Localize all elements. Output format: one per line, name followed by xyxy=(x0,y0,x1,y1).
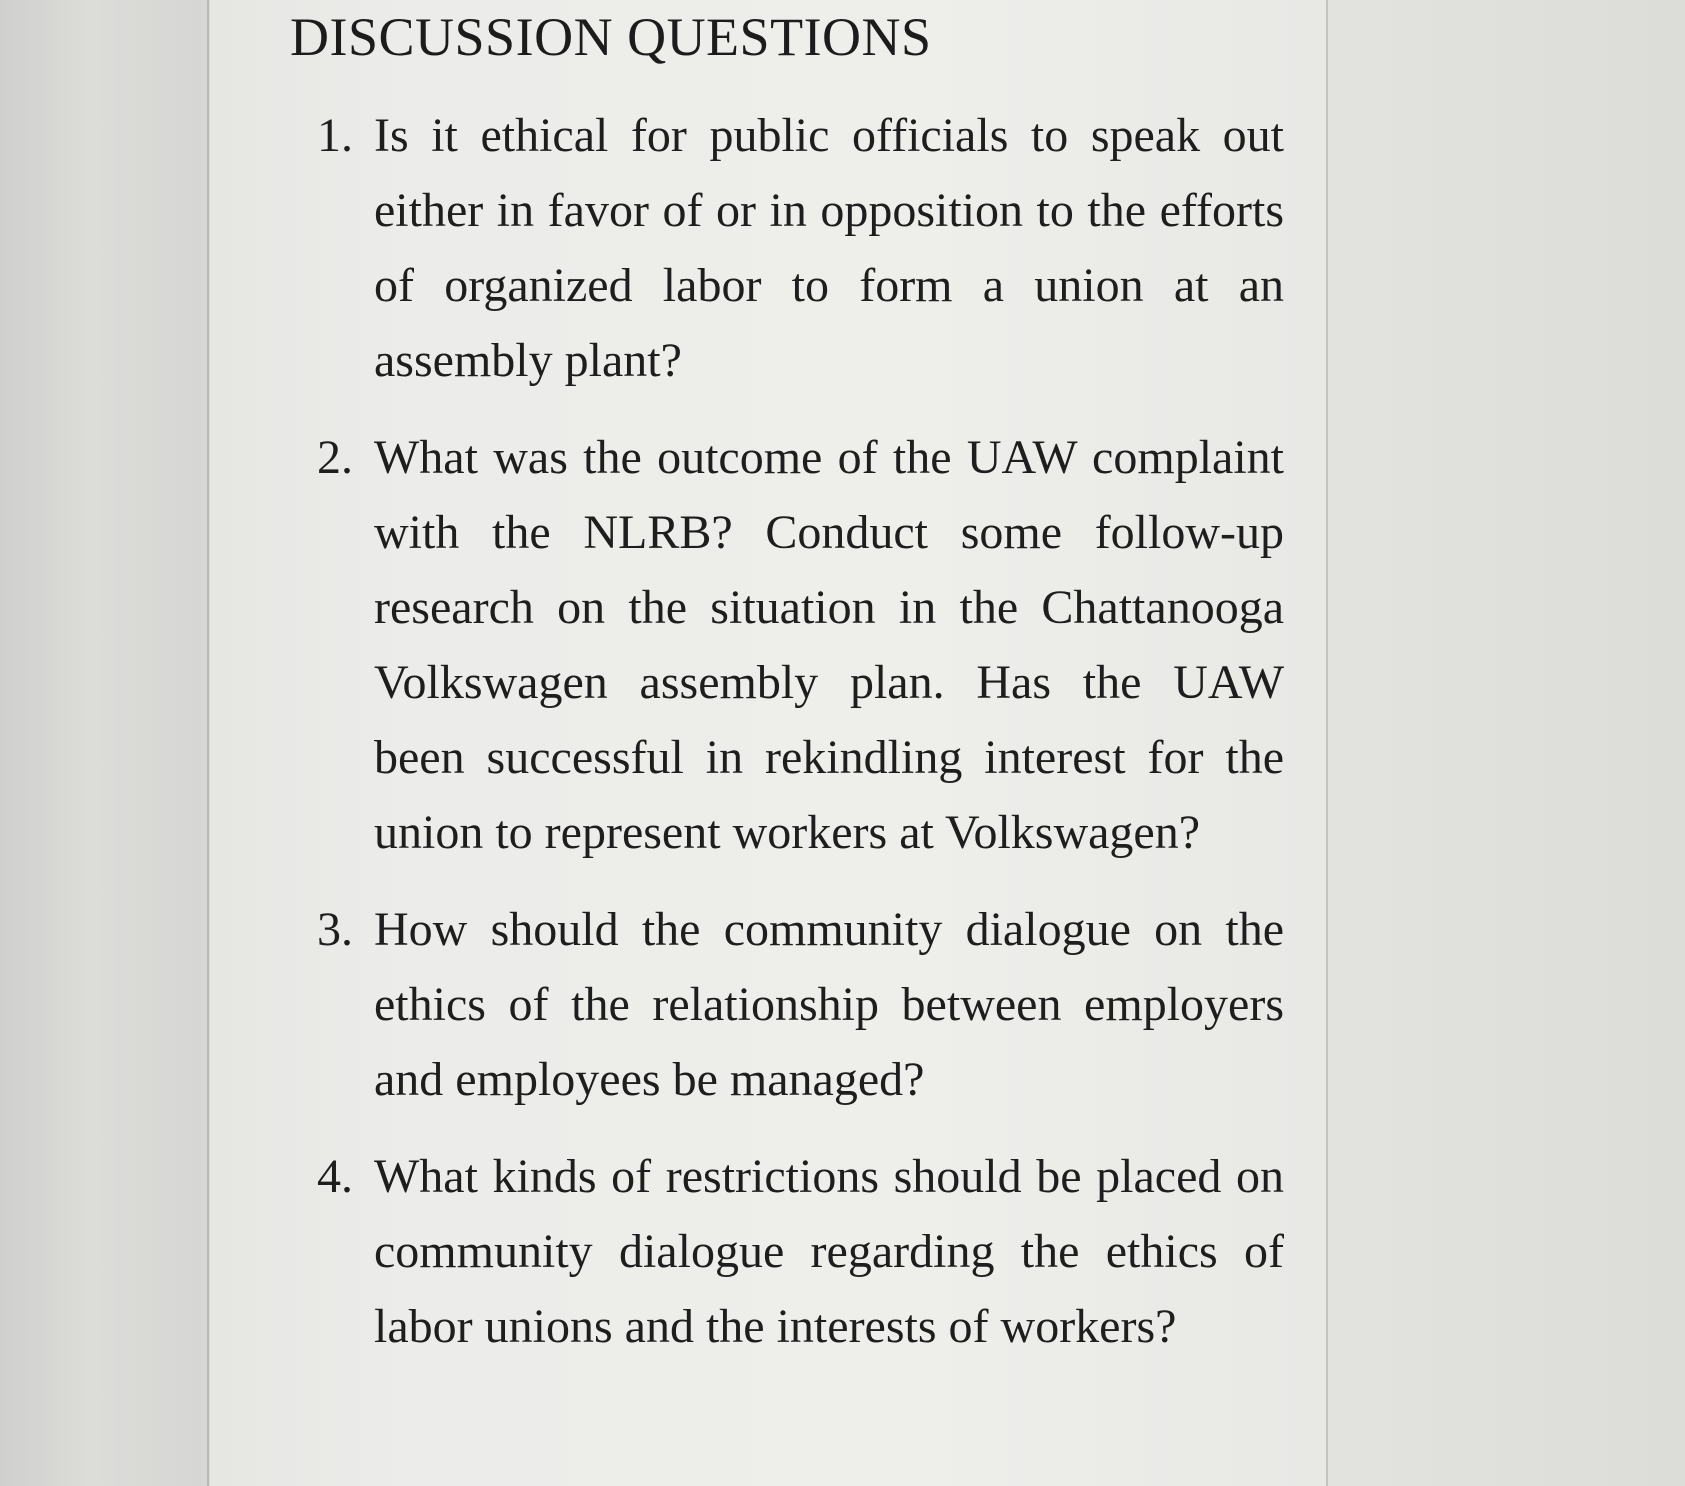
question-number: 4. xyxy=(317,1150,353,1203)
section-heading: DISCUSSION QUESTIONS xyxy=(290,7,932,67)
question-item xyxy=(290,892,1290,1117)
question-text: Is it ethical for public officials to speak out either in favor of or in opposition to the efforts of organized labor to form a union at an assembly plant? xyxy=(374,109,1284,387)
page-edge-line xyxy=(207,0,209,1486)
question-item xyxy=(290,1139,1290,1364)
question-item xyxy=(290,98,1290,398)
question-text: What was the outcome of the UAW complaint with the NLRB? Conduct some follow-up research on the situation in the Chattanooga Volkswagen assembly plan. Has the UAW been successful in rekindling interest for the union to represent workers at Volkswagen? xyxy=(374,431,1284,859)
discussion-question-list xyxy=(290,98,1290,1386)
question-number: 3. xyxy=(317,903,353,956)
question-text: What kinds of restrictions should be placed on community dialogue regarding the ethics of labor unions and the interests of workers? xyxy=(374,1150,1284,1353)
question-item xyxy=(290,420,1290,870)
question-number: 2. xyxy=(317,431,353,484)
question-number: 1. xyxy=(317,109,353,162)
question-text: How should the community dialogue on the ethics of the relationship between employers and employees be managed? xyxy=(374,903,1284,1106)
